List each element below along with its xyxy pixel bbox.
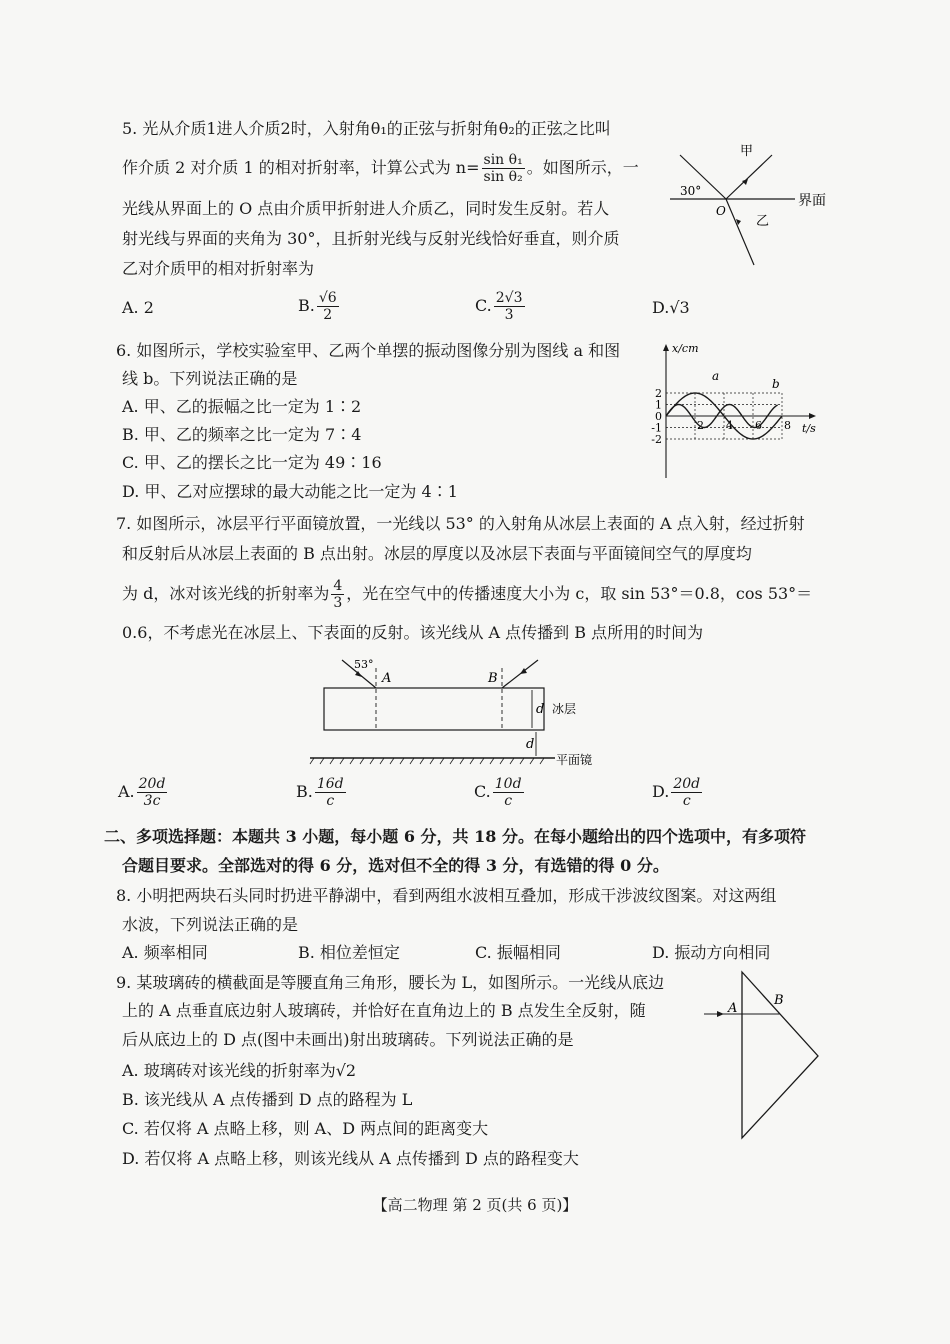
q7-option-d: D. $\frac{20d}{c}$ xyxy=(652,776,701,809)
x-tick-label: 6 xyxy=(755,419,762,432)
mirror-hatch xyxy=(310,758,544,764)
q6-line2: 线 b。下列说法正确的是 xyxy=(122,369,298,388)
section2-heading-line1: 二、多项选择题：本题共 3 小题，每小题 6 分，共 18 分。在每小题给出的四个选项中，有多项符 xyxy=(104,827,806,846)
x-axis-label: t/s xyxy=(802,422,816,435)
refracted-ray xyxy=(726,199,754,265)
q9-option-a: A. 玻璃砖对该光线的折射率为√2 xyxy=(122,1061,357,1080)
y-tick-label: -2 xyxy=(651,433,662,446)
label-53deg: 53° xyxy=(354,658,374,671)
label-30deg: 30° xyxy=(680,184,702,198)
label-A: A xyxy=(728,1001,738,1016)
q8-line2: 水波，下列说法正确的是 xyxy=(122,915,299,934)
label-interface: 界面 xyxy=(798,193,826,209)
label-ice: 冰层 xyxy=(552,702,577,716)
label-yi: 乙 xyxy=(756,214,770,229)
q6-option-a: A. 甲、乙的振幅之比一定为 1∶2 xyxy=(122,397,362,416)
label-B: B xyxy=(488,671,498,686)
q8-option-c: C. 振幅相同 xyxy=(475,943,561,962)
q9-option-b: B. 该光线从 A 点传播到 D 点的路程为 L xyxy=(122,1090,413,1109)
q6-vibration-graph xyxy=(640,340,820,480)
x-tick-label: 2 xyxy=(697,419,704,432)
q5-option-d: D.√3 xyxy=(652,298,690,317)
q7-line2: 和反射后从冰层上表面的 B 点出射。冰层的厚度以及冰层下表面与平面镜间空气的厚度均 xyxy=(122,544,752,563)
label-jia: 甲 xyxy=(740,144,754,159)
q7-ice-mirror-figure xyxy=(280,650,620,768)
y-tick-label: -1 xyxy=(651,421,662,435)
label-B: B xyxy=(774,993,784,1008)
q6-line1: 6. 如图所示，学校实验室甲、乙两个单摆的振动图像分别为图线 a 和图 xyxy=(116,341,621,360)
q9-line1: 9. 某玻璃砖的横截面是等腰直角三角形，腰长为 L，如图所示。一光线从底边 xyxy=(116,973,665,992)
q7-option-a: A. $\frac{20d}{3c}$ xyxy=(118,776,166,809)
q8-option-a: A. 频率相同 xyxy=(122,943,208,962)
curve-b-label: b xyxy=(772,377,780,391)
x-tick-label: 8 xyxy=(784,419,791,432)
q9-line2: 上的 A 点垂直底边射人玻璃砖，并恰好在直角边上的 B 点发生全反射，随 xyxy=(122,1001,646,1020)
q5-option-b: B. $\frac{√6}{2}$ xyxy=(298,290,337,323)
q5-line4: 射光线与界面的夹角为 30°，且折射光线与反射光线恰好垂直，则介质 xyxy=(122,229,620,248)
y-tick-label: 2 xyxy=(655,387,662,400)
section2-heading-line2: 合题目要求。全部选对的得 6 分，选对但不全的得 3 分，有选错的得 0 分。 xyxy=(122,856,669,875)
curve-a-label: a xyxy=(712,369,720,383)
q6-option-d: D. 甲、乙对应摆球的最大动能之比一定为 4∶1 xyxy=(122,482,458,501)
q9-prism-figure xyxy=(700,968,830,1143)
q8-option-d: D. 振动方向相同 xyxy=(652,943,771,962)
q9-option-d: D. 若仅将 A 点略上移，则该光线从 A 点传播到 D 点的路程变大 xyxy=(122,1149,579,1168)
q5-refraction-figure xyxy=(660,135,850,270)
label-d2: d xyxy=(526,737,535,752)
q5-option-a: A. 2 xyxy=(122,298,154,317)
q5-line3: 光线从界面上的 O 点由介质甲折射进人介质乙，同时发生反射。若人 xyxy=(122,199,610,218)
q5-line2: 作介质 2 对介质 1 的相对折射率，计算公式为 n= $\frac{\text{sin θ₁}}{\text{sin θ₂}}$ 。如图所示，一 xyxy=(122,152,639,185)
label-A: A xyxy=(382,671,392,686)
q5-formula: $\frac{\text{sin θ₁}}{\text{sin θ₂}}$ xyxy=(483,152,523,185)
y-tick-label: 1 xyxy=(655,398,662,412)
label-d1: d xyxy=(536,702,545,717)
q5-option-c: C. $\frac{2√3}{3}$ xyxy=(475,290,523,323)
page-footer: 【高二物理 第 2 页(共 6 页)】 xyxy=(372,1196,578,1214)
y-axis-label: x/cm xyxy=(672,342,699,355)
q7-line3: 为 d，冰对该光线的折射率为 $\frac{4}{3}$ ，光在空气中的传播速度大小为 c，取 sin 53°＝0.8，cos 53°＝ xyxy=(122,578,813,611)
q6-option-b: B. 甲、乙的频率之比一定为 7∶4 xyxy=(122,425,362,444)
q9-line3: 后从底边上的 D 点(图中未画出)射出玻璃砖。下列说法正确的是 xyxy=(122,1030,574,1049)
q8-option-b: B. 相位差恒定 xyxy=(298,943,400,962)
q5-line1: 5. 光从介质1进人介质2时，入射角θ₁的正弦与折射角θ₂的正弦之比叫 xyxy=(122,119,611,138)
q7-option-c: C. $\frac{10d}{c}$ xyxy=(474,776,522,809)
q6-option-c: C. 甲、乙的摆长之比一定为 49∶16 xyxy=(122,453,382,472)
q8-line1: 8. 小明把两块石头同时扔进平静湖中，看到两组水波相互叠加，形成干涉波纹图案。对这两组 xyxy=(116,886,777,905)
label-mirror: 平面镜 xyxy=(556,753,593,767)
y-tick-label: 0 xyxy=(655,410,662,423)
q7-line4: 0.6，不考虑光在冰层上、下表面的反射。该光线从 A 点传播到 B 点所用的时间为 xyxy=(122,623,704,642)
q7-option-b: B. $\frac{16d}{c}$ xyxy=(296,776,344,809)
x-tick-label: 4 xyxy=(726,419,733,432)
q9-option-c: C. 若仅将 A 点略上移，则 A、D 两点间的距离变大 xyxy=(122,1119,489,1138)
label-O: O xyxy=(716,204,726,218)
q7-line1: 7. 如图所示，冰层平行平面镜放置，一光线以 53° 的入射角从冰层上表面的 A 点入射，经过折射 xyxy=(116,514,805,533)
q5-line5: 乙对介质甲的相对折射率为 xyxy=(122,259,315,278)
reflected-ray xyxy=(726,155,772,199)
ice-layer xyxy=(324,688,544,730)
